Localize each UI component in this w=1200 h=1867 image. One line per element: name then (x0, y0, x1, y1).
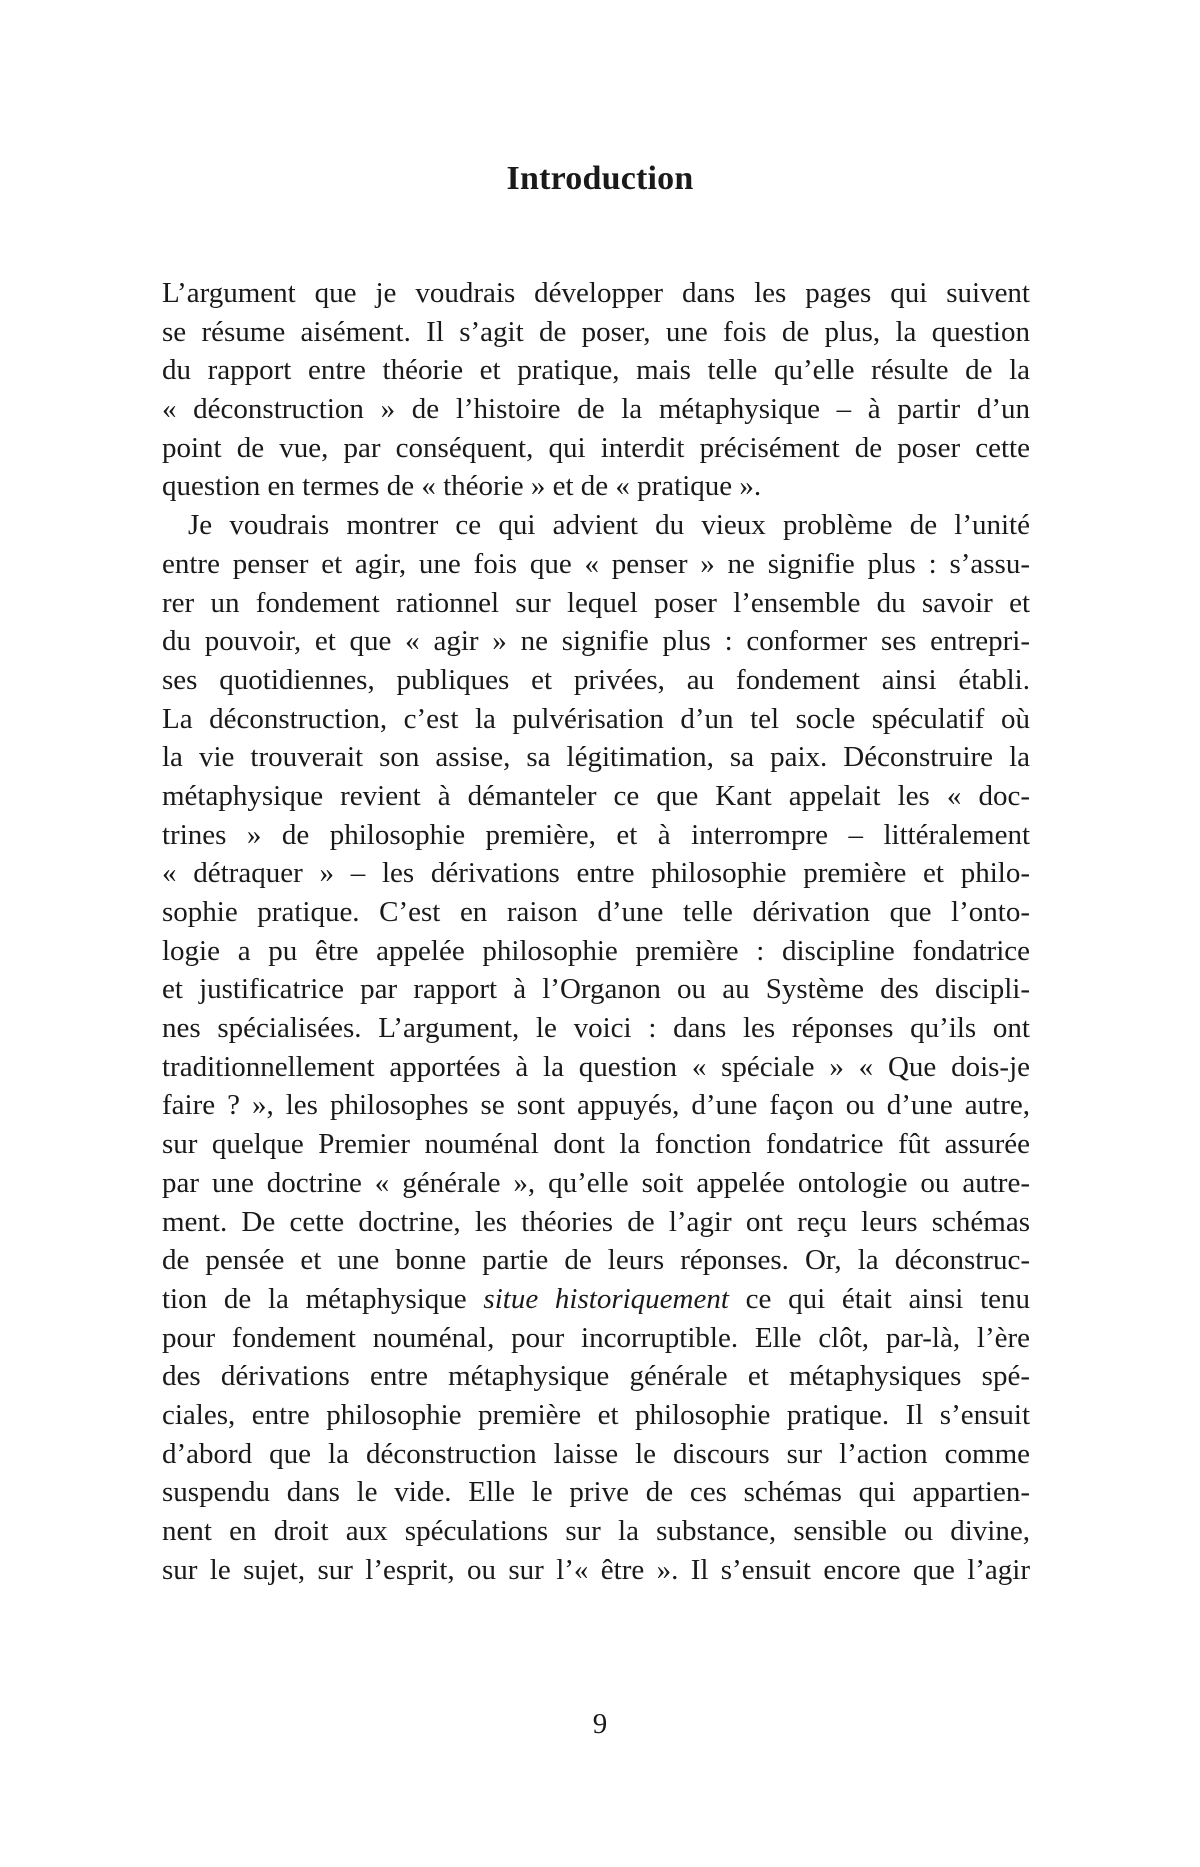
text-line: traditionnellement apportées à la question « spéciale » « Que dois-je (162, 1050, 1030, 1083)
text-line (162, 1280, 1030, 1319)
text-line: rer un fondement rationnel sur lequel poser l’ensemble du savoir et (162, 586, 1030, 619)
text-line: et justificatrice par rapport à l’Organon ou au Système des discipli- (162, 973, 1030, 1006)
text-line: la vie trouverait son assise, sa légitimation, sa paix. Déconstruire la (162, 741, 1030, 774)
text-line: entre penser et agir, une fois que « penser » ne signifie plus : s’assu- (162, 547, 1030, 580)
body-text (162, 274, 1030, 1589)
paragraph (162, 274, 1030, 506)
text-line: faire ? », les philosophes se sont appuyés, d’une façon ou d’une autre, (162, 1089, 1030, 1122)
text-line: ment. De cette doctrine, les théories de l’agir ont reçu leurs schémas (162, 1205, 1030, 1238)
text-line: suspendu dans le vide. Elle le prive de ces schémas qui appartien- (162, 1476, 1030, 1509)
text-line: sur le sujet, sur l’esprit, ou sur l’« être ». Il s’ensuit encore que l’agir (162, 1553, 1030, 1586)
text-segment: ce qui était ainsi tenu (728, 1282, 1030, 1315)
text-line: sophie pratique. C’est en raison d’une telle dérivation que l’onto- (162, 896, 1030, 928)
text-line: logie a pu être appelée philosophie première : discipline fondatrice (162, 934, 1030, 967)
chapter-title: Introduction (506, 160, 694, 197)
text-line: du rapport entre théorie et pratique, mais telle qu’elle résulte de la (162, 354, 1030, 387)
text-line: ciales, entre philosophie première et philosophie pratique. Il s’ensuit (162, 1398, 1030, 1431)
italic-phrase: situe historiquement (483, 1282, 729, 1315)
text-line: d’abord que la déconstruction laisse le discours sur l’action comme (162, 1437, 1030, 1470)
text-line: du pouvoir, et que « agir » ne signifie plus : conformer ses entrepri- (162, 625, 1030, 658)
text-line: ses quotidiennes, publiques et privées, au fondement ainsi établi. (162, 663, 1030, 696)
text-line: de pensée et une bonne partie de leurs réponses. Or, la déconstruc- (162, 1244, 1030, 1277)
text-line: métaphysique revient à démanteler ce que Kant appelait les « doc- (162, 779, 1030, 812)
page-number: 9 (592, 1708, 608, 1740)
text-line: nes spécialisées. L’argument, le voici : dans les réponses qu’ils ont (162, 1012, 1030, 1045)
text-line: L’argument que je voudrais développer dans les pages qui suivent (162, 277, 1030, 309)
text-line: par une doctrine « générale », qu’elle soit appelée ontologie ou autre- (162, 1166, 1030, 1199)
paragraph (162, 506, 1030, 1589)
text-line: trines » de philosophie première, et à interrompre – littéralement (162, 818, 1030, 851)
text-line: Je voudrais montrer ce qui advient du vieux problème de l’unité (188, 509, 1030, 542)
text-line: se résume aisément. Il s’agit de poser, une fois de plus, la question (162, 315, 1030, 348)
text-line: « détraquer » – les dérivations entre philosophie première et philo- (162, 857, 1030, 890)
text-line: nent en droit aux spéculations sur la substance, sensible ou divine, (162, 1515, 1030, 1547)
text-line: « déconstruction » de l’histoire de la métaphysique – à partir d’un (162, 393, 1030, 426)
text-line: point de vue, par conséquent, qui interdit précisément de poser cette (162, 431, 1030, 464)
text-line: question en termes de « théorie » et de « pratique ». (162, 470, 762, 503)
text-line: La déconstruction, c’est la pulvérisation d’un tel socle spéculatif où (162, 702, 1030, 735)
text-line: des dérivations entre métaphysique générale et métaphysiques spé- (162, 1360, 1030, 1393)
text-segment: tion de la métaphysique (162, 1282, 484, 1315)
text-line: sur quelque Premier nouménal dont la fonction fondatrice fût assurée (162, 1128, 1030, 1161)
text-line: pour fondement nouménal, pour incorruptible. Elle clôt, par-là, l’ère (162, 1321, 1030, 1354)
